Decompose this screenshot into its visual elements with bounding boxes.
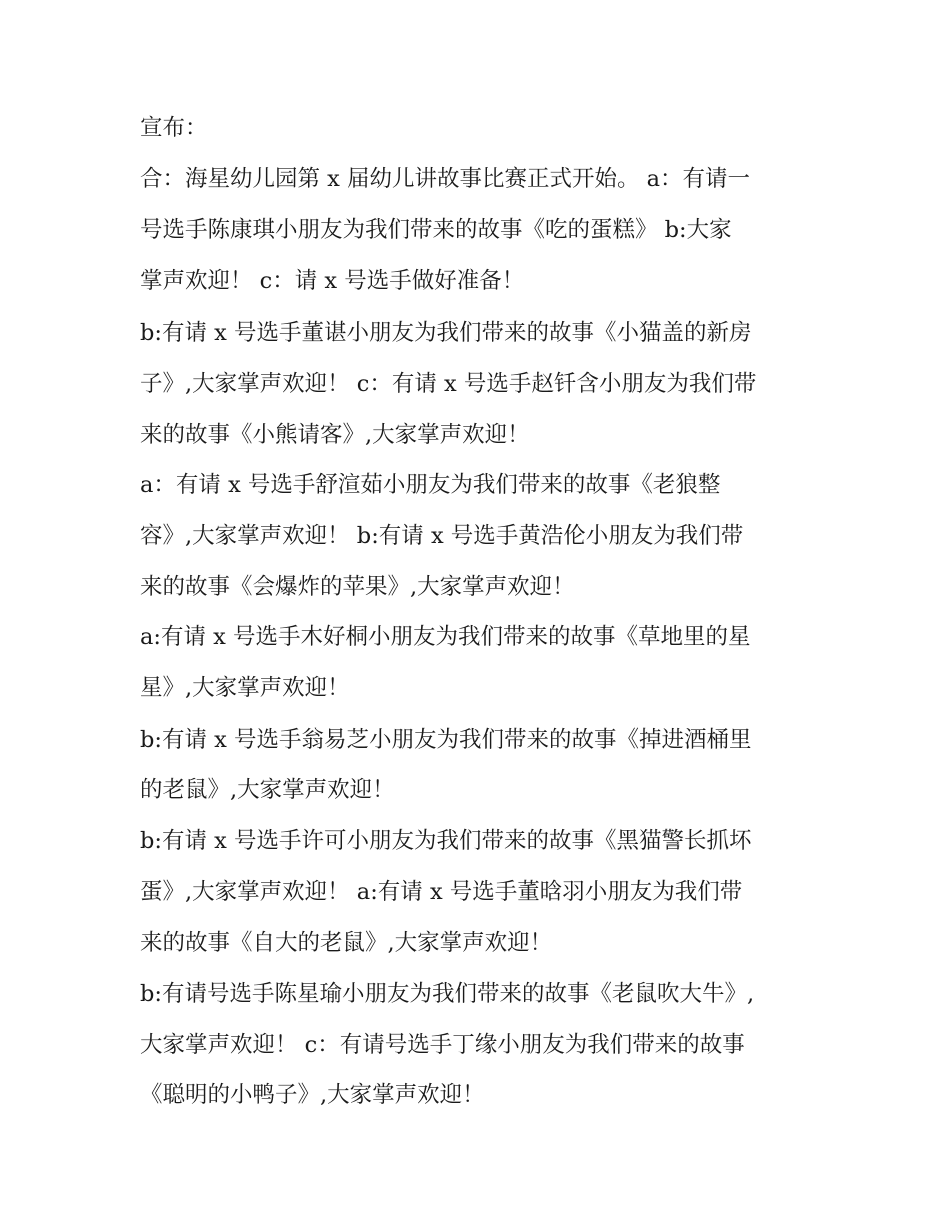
text-line: 星》,大家掌声欢迎！: [140, 675, 350, 701]
text-line: a：有请 x 号选手舒渲茹小朋友为我们带来的故事《老狼整: [140, 472, 721, 498]
text-line: 大家掌声欢迎！ c：有请号选手丁缘小朋友为我们带来的故事: [140, 1032, 745, 1058]
text-line: 来的故事《小熊请客》,大家掌声欢迎！: [140, 422, 530, 448]
text-line: 子》,大家掌声欢迎！ c：有请 x 号选手赵钎含小朋友为我们带: [140, 371, 757, 397]
text-line: b:有请 x 号选手董谌小朋友为我们带来的故事《小猫盖的新房: [140, 320, 752, 346]
text-line: b:有请号选手陈星瑜小朋友为我们带来的故事《老鼠吹大牛》,: [140, 981, 755, 1007]
text-line: 容》,大家掌声欢迎！ b:有请 x 号选手黄浩伦小朋友为我们带: [140, 523, 744, 549]
text-line: 合：海星幼儿园第 x 届幼儿讲故事比赛正式开始。 a：有请一: [140, 166, 751, 192]
text-line: b:有请 x 号选手翁易芝小朋友为我们带来的故事《掉进酒桶里: [140, 727, 752, 753]
text-line: 来的故事《自大的老鼠》,大家掌声欢迎！: [140, 930, 553, 956]
text-line: 号选手陈康琪小朋友为我们带来的故事《吃的蛋糕》 b:大家: [140, 217, 732, 243]
text-line: a:有请 x 号选手木好桐小朋友为我们带来的故事《草地里的星: [140, 624, 751, 650]
text-line: 的老鼠》,大家掌声欢迎！: [140, 777, 395, 803]
text-line: 宣布：: [140, 115, 208, 141]
text-line: b:有请 x 号选手许可小朋友为我们带来的故事《黑猫警长抓坏: [140, 828, 752, 854]
text-line: 蛋》,大家掌声欢迎！ a:有请 x 号选手董晗羽小朋友为我们带: [140, 879, 743, 905]
text-line: 《聪明的小鸭子》,大家掌声欢迎！: [140, 1082, 485, 1108]
text-line: 掌声欢迎！ c：请 x 号选手做好准备！: [140, 268, 525, 294]
text-line: 来的故事《会爆炸的苹果》,大家掌声欢迎！: [140, 574, 575, 600]
